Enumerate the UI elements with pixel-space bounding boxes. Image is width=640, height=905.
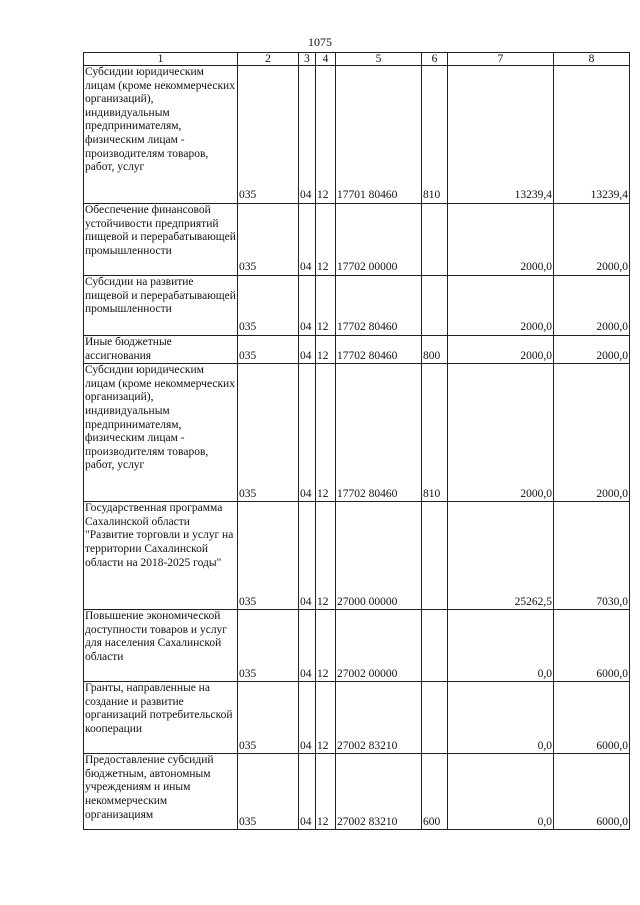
row-c7-cell: 0,0 bbox=[448, 754, 554, 830]
table-row bbox=[84, 754, 630, 830]
row-c3-cell: 04 bbox=[299, 276, 316, 336]
table-row bbox=[84, 336, 630, 364]
row-c5-cell: 27002 83210 bbox=[336, 682, 422, 754]
table-row bbox=[84, 204, 630, 276]
row-c2-cell: 035 bbox=[238, 364, 299, 502]
table-row bbox=[84, 502, 630, 610]
row-c4-cell: 12 bbox=[316, 610, 336, 682]
page-number: 1075 bbox=[308, 35, 332, 49]
column-header: 6 bbox=[422, 53, 448, 66]
row-c4-cell: 12 bbox=[316, 682, 336, 754]
row-name-cell: Гранты, направленные на создание и развитие организаций потребительской кооперации bbox=[84, 682, 238, 754]
row-c3-cell: 04 bbox=[299, 66, 316, 204]
row-c8-cell: 7030,0 bbox=[554, 502, 630, 610]
row-name-cell: Субсидии юридическим лицам (кроме некоммерческих организаций), индивидуальным предпринимателям, физическим лицам - производителям товаров, работ, услуг bbox=[84, 364, 238, 502]
row-c2-cell: 035 bbox=[238, 502, 299, 610]
column-header: 7 bbox=[448, 53, 554, 66]
row-c8-cell: 2000,0 bbox=[554, 336, 630, 364]
row-c3-cell: 04 bbox=[299, 204, 316, 276]
row-c5-cell: 27002 00000 bbox=[336, 610, 422, 682]
column-header: 2 bbox=[238, 53, 299, 66]
row-c5-cell: 27002 83210 bbox=[336, 754, 422, 830]
row-c4-cell: 12 bbox=[316, 276, 336, 336]
row-c6-cell: 810 bbox=[422, 66, 448, 204]
row-c2-cell: 035 bbox=[238, 682, 299, 754]
row-c8-cell: 6000,0 bbox=[554, 754, 630, 830]
row-c6-cell: 810 bbox=[422, 364, 448, 502]
table-row bbox=[84, 66, 630, 204]
row-c6-cell bbox=[422, 204, 448, 276]
row-c6-cell bbox=[422, 502, 448, 610]
row-c2-cell: 035 bbox=[238, 754, 299, 830]
budget-table bbox=[83, 52, 630, 830]
row-c7-cell: 0,0 bbox=[448, 682, 554, 754]
row-c4-cell: 12 bbox=[316, 754, 336, 830]
row-c4-cell: 12 bbox=[316, 502, 336, 610]
row-c5-cell: 17701 80460 bbox=[336, 66, 422, 204]
column-header: 4 bbox=[316, 53, 336, 66]
row-c6-cell: 800 bbox=[422, 336, 448, 364]
row-c8-cell: 2000,0 bbox=[554, 204, 630, 276]
table-row bbox=[84, 682, 630, 754]
row-c6-cell bbox=[422, 610, 448, 682]
column-header: 3 bbox=[299, 53, 316, 66]
row-c3-cell: 04 bbox=[299, 682, 316, 754]
row-c8-cell: 2000,0 bbox=[554, 364, 630, 502]
column-header: 5 bbox=[336, 53, 422, 66]
row-c7-cell: 0,0 bbox=[448, 610, 554, 682]
row-c3-cell: 04 bbox=[299, 502, 316, 610]
row-c5-cell: 17702 80460 bbox=[336, 276, 422, 336]
column-header: 1 bbox=[84, 53, 238, 66]
table-row bbox=[84, 610, 630, 682]
row-c8-cell: 6000,0 bbox=[554, 610, 630, 682]
row-name-cell: Предоставление субсидий бюджетным, автономным учреждениям и иным некоммерческим организациям bbox=[84, 754, 238, 830]
row-c5-cell: 17702 80460 bbox=[336, 336, 422, 364]
row-c6-cell bbox=[422, 276, 448, 336]
row-name-cell: Обеспечение финансовой устойчивости предприятий пищевой и перерабатывающей промышленности bbox=[84, 204, 238, 276]
row-c7-cell: 13239,4 bbox=[448, 66, 554, 204]
row-c7-cell: 25262,5 bbox=[448, 502, 554, 610]
row-c5-cell: 17702 00000 bbox=[336, 204, 422, 276]
row-name-cell: Субсидии на развитие пищевой и перерабатывающей промышленности bbox=[84, 276, 238, 336]
row-c4-cell: 12 bbox=[316, 204, 336, 276]
row-c7-cell: 2000,0 bbox=[448, 364, 554, 502]
row-name-cell: Государственная программа Сахалинской области "Развитие торговли и услуг на территории Сахалинской области на 2018-2025 годы" bbox=[84, 502, 238, 610]
row-c4-cell: 12 bbox=[316, 66, 336, 204]
row-c2-cell: 035 bbox=[238, 66, 299, 204]
row-c5-cell: 27000 00000 bbox=[336, 502, 422, 610]
row-c6-cell: 600 bbox=[422, 754, 448, 830]
header-row bbox=[84, 53, 630, 66]
row-name-cell: Иные бюджетные ассигнования bbox=[84, 336, 238, 364]
row-c8-cell: 13239,4 bbox=[554, 66, 630, 204]
row-name-cell: Повышение экономической доступности товаров и услуг для населения Сахалинской области bbox=[84, 610, 238, 682]
row-c5-cell: 17702 80460 bbox=[336, 364, 422, 502]
column-header: 8 bbox=[554, 53, 630, 66]
row-c2-cell: 035 bbox=[238, 204, 299, 276]
row-c4-cell: 12 bbox=[316, 336, 336, 364]
row-name-cell: Субсидии юридическим лицам (кроме некоммерческих организаций), индивидуальным предпринимателям, физическим лицам - производителям товаров, работ, услуг bbox=[84, 66, 238, 204]
row-c4-cell: 12 bbox=[316, 364, 336, 502]
row-c2-cell: 035 bbox=[238, 336, 299, 364]
row-c7-cell: 2000,0 bbox=[448, 276, 554, 336]
row-c3-cell: 04 bbox=[299, 610, 316, 682]
row-c8-cell: 2000,0 bbox=[554, 276, 630, 336]
row-c6-cell bbox=[422, 682, 448, 754]
row-c3-cell: 04 bbox=[299, 336, 316, 364]
row-c8-cell: 6000,0 bbox=[554, 682, 630, 754]
row-c3-cell: 04 bbox=[299, 364, 316, 502]
row-c7-cell: 2000,0 bbox=[448, 204, 554, 276]
row-c2-cell: 035 bbox=[238, 276, 299, 336]
row-c2-cell: 035 bbox=[238, 610, 299, 682]
table-row bbox=[84, 364, 630, 502]
table-row bbox=[84, 276, 630, 336]
row-c3-cell: 04 bbox=[299, 754, 316, 830]
row-c7-cell: 2000,0 bbox=[448, 336, 554, 364]
